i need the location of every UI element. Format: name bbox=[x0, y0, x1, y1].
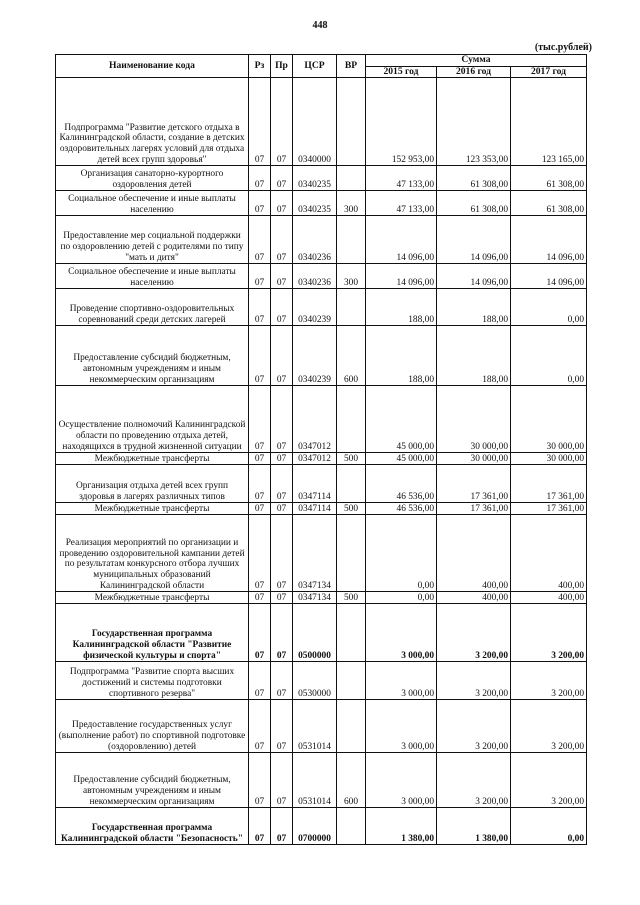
row-name: Предоставление субсидий бюджетным, автономным учреждениям и иным некоммерческим организациям bbox=[56, 326, 249, 386]
row-name: Межбюджетные трансферты bbox=[56, 453, 249, 465]
row-2016: 14 096,00 bbox=[437, 216, 511, 264]
table-row bbox=[56, 386, 587, 453]
row-pr: 07 bbox=[271, 465, 293, 503]
table-row bbox=[56, 753, 587, 808]
row-rz: 07 bbox=[249, 662, 271, 700]
row-pr: 07 bbox=[271, 662, 293, 700]
row-name: Межбюджетные трансферты bbox=[56, 503, 249, 515]
row-2016: 123 353,00 bbox=[437, 78, 511, 166]
row-2015: 0,00 bbox=[366, 515, 437, 592]
row-2015: 47 133,00 bbox=[366, 191, 437, 216]
row-csr: 0340000 bbox=[293, 78, 337, 166]
row-vr: 500 bbox=[337, 503, 366, 515]
row-pr: 07 bbox=[271, 808, 293, 845]
row-2016: 14 096,00 bbox=[437, 264, 511, 289]
row-2016: 61 308,00 bbox=[437, 166, 511, 191]
row-rz: 07 bbox=[249, 78, 271, 166]
row-2016: 3 200,00 bbox=[437, 700, 511, 753]
row-csr: 0340239 bbox=[293, 326, 337, 386]
table-row bbox=[56, 326, 587, 386]
row-csr: 0340236 bbox=[293, 216, 337, 264]
row-rz: 07 bbox=[249, 465, 271, 503]
row-2016: 30 000,00 bbox=[437, 453, 511, 465]
row-pr: 07 bbox=[271, 700, 293, 753]
row-2015: 3 000,00 bbox=[366, 662, 437, 700]
row-vr bbox=[337, 166, 366, 191]
row-rz: 07 bbox=[249, 453, 271, 465]
row-vr: 500 bbox=[337, 592, 366, 604]
row-2015: 14 096,00 bbox=[366, 264, 437, 289]
row-rz: 07 bbox=[249, 592, 271, 604]
header-rz: Рз bbox=[249, 55, 271, 78]
row-csr: 0347134 bbox=[293, 592, 337, 604]
header-2016: 2016 год bbox=[437, 66, 511, 78]
row-2015: 14 096,00 bbox=[366, 216, 437, 264]
row-csr: 0340239 bbox=[293, 289, 337, 326]
row-csr: 0531014 bbox=[293, 700, 337, 753]
row-vr: 500 bbox=[337, 453, 366, 465]
row-name: Подпрограмма "Развитие спорта высших достижений и системы подготовки спортивного резерва" bbox=[56, 662, 249, 700]
table-row bbox=[56, 78, 587, 166]
row-pr: 07 bbox=[271, 604, 293, 662]
header-2015: 2015 год bbox=[366, 66, 437, 78]
row-name: Проведение спортивно-оздоровительных соревнований среди детских лагерей bbox=[56, 289, 249, 326]
row-2017: 0,00 bbox=[511, 289, 587, 326]
row-2016: 188,00 bbox=[437, 289, 511, 326]
header-pr: Пр bbox=[271, 55, 293, 78]
table-row bbox=[56, 592, 587, 604]
row-2015: 3 000,00 bbox=[366, 753, 437, 808]
row-2015: 47 133,00 bbox=[366, 166, 437, 191]
row-2017: 3 200,00 bbox=[511, 662, 587, 700]
row-name: Государственная программа Калининградской области "Развитие физической культуры и спорта" bbox=[56, 604, 249, 662]
row-vr bbox=[337, 216, 366, 264]
row-pr: 07 bbox=[271, 78, 293, 166]
row-vr bbox=[337, 386, 366, 453]
row-vr bbox=[337, 604, 366, 662]
row-name: Государственная программа Калининградской области "Безопасность" bbox=[56, 808, 249, 845]
row-2017: 123 165,00 bbox=[511, 78, 587, 166]
row-2017: 3 200,00 bbox=[511, 700, 587, 753]
table-row bbox=[56, 808, 587, 845]
row-name: Подпрограмма "Развитие детского отдыха в Калининградской области, создание в детских оздоровительных лагерях условий для отдыха детей всех групп здоровья" bbox=[56, 78, 249, 166]
row-2016: 3 200,00 bbox=[437, 753, 511, 808]
table-row bbox=[56, 515, 587, 592]
row-2017: 30 000,00 bbox=[511, 386, 587, 453]
row-rz: 07 bbox=[249, 503, 271, 515]
row-vr: 300 bbox=[337, 191, 366, 216]
row-vr: 600 bbox=[337, 753, 366, 808]
row-csr: 0347114 bbox=[293, 465, 337, 503]
row-name: Предоставление субсидий бюджетным, автономным учреждениям и иным некоммерческим организациям bbox=[56, 753, 249, 808]
row-2017: 3 200,00 bbox=[511, 753, 587, 808]
row-pr: 07 bbox=[271, 753, 293, 808]
row-2016: 3 200,00 bbox=[437, 604, 511, 662]
row-rz: 07 bbox=[249, 326, 271, 386]
row-csr: 0347134 bbox=[293, 515, 337, 592]
row-2016: 400,00 bbox=[437, 592, 511, 604]
row-vr bbox=[337, 515, 366, 592]
page-number: 448 bbox=[312, 20, 328, 31]
table-row bbox=[56, 662, 587, 700]
row-2016: 17 361,00 bbox=[437, 503, 511, 515]
table-row bbox=[56, 191, 587, 216]
row-name: Организация отдыха детей всех групп здоровья в лагерях различных типов bbox=[56, 465, 249, 503]
row-csr: 0500000 bbox=[293, 604, 337, 662]
row-name: Организация санаторно-курортного оздоровления детей bbox=[56, 166, 249, 191]
row-vr bbox=[337, 700, 366, 753]
row-2015: 46 536,00 bbox=[366, 465, 437, 503]
row-2017: 61 308,00 bbox=[511, 166, 587, 191]
table-row bbox=[56, 289, 587, 326]
row-vr bbox=[337, 465, 366, 503]
table-row bbox=[56, 700, 587, 753]
row-2017: 30 000,00 bbox=[511, 453, 587, 465]
row-rz: 07 bbox=[249, 700, 271, 753]
row-csr: 0340236 bbox=[293, 264, 337, 289]
row-2017: 61 308,00 bbox=[511, 191, 587, 216]
row-vr bbox=[337, 808, 366, 845]
row-pr: 07 bbox=[271, 515, 293, 592]
row-name: Осуществление полномочий Калининградской области по проведению отдыха детей, находящихся в трудной жизненной ситуации bbox=[56, 386, 249, 453]
row-pr: 07 bbox=[271, 166, 293, 191]
row-2017: 14 096,00 bbox=[511, 216, 587, 264]
row-2016: 3 200,00 bbox=[437, 662, 511, 700]
row-2017: 0,00 bbox=[511, 808, 587, 845]
row-rz: 07 bbox=[249, 515, 271, 592]
row-pr: 07 bbox=[271, 503, 293, 515]
row-2016: 17 361,00 bbox=[437, 465, 511, 503]
row-pr: 07 bbox=[271, 289, 293, 326]
table-row bbox=[56, 604, 587, 662]
table-row bbox=[56, 465, 587, 503]
row-2015: 45 000,00 bbox=[366, 453, 437, 465]
header-name: Наименование кода bbox=[56, 55, 249, 78]
row-csr: 0700000 bbox=[293, 808, 337, 845]
table-row bbox=[56, 264, 587, 289]
header-csr: ЦСР bbox=[293, 55, 337, 78]
row-rz: 07 bbox=[249, 191, 271, 216]
row-csr: 0530000 bbox=[293, 662, 337, 700]
row-vr bbox=[337, 289, 366, 326]
row-2015: 1 380,00 bbox=[366, 808, 437, 845]
row-pr: 07 bbox=[271, 592, 293, 604]
header-sum: Сумма bbox=[366, 55, 587, 67]
row-csr: 0340235 bbox=[293, 191, 337, 216]
row-2016: 61 308,00 bbox=[437, 191, 511, 216]
table-body bbox=[56, 78, 587, 845]
row-csr: 0340235 bbox=[293, 166, 337, 191]
row-name: Предоставление мер социальной поддержки по оздоровлению детей с родителями по типу "мать и дитя" bbox=[56, 216, 249, 264]
row-2015: 3 000,00 bbox=[366, 604, 437, 662]
row-rz: 07 bbox=[249, 753, 271, 808]
row-vr: 300 bbox=[337, 264, 366, 289]
row-name: Межбюджетные трансферты bbox=[56, 592, 249, 604]
table-row bbox=[56, 453, 587, 465]
row-rz: 07 bbox=[249, 604, 271, 662]
row-rz: 07 bbox=[249, 264, 271, 289]
units-label: (тыс.рублей) bbox=[534, 42, 592, 53]
row-pr: 07 bbox=[271, 191, 293, 216]
budget-table bbox=[55, 54, 587, 845]
row-rz: 07 bbox=[249, 216, 271, 264]
row-pr: 07 bbox=[271, 453, 293, 465]
row-vr bbox=[337, 662, 366, 700]
row-csr: 0347012 bbox=[293, 453, 337, 465]
row-rz: 07 bbox=[249, 808, 271, 845]
row-2015: 0,00 bbox=[366, 592, 437, 604]
row-2015: 152 953,00 bbox=[366, 78, 437, 166]
row-2017: 400,00 bbox=[511, 592, 587, 604]
row-2015: 45 000,00 bbox=[366, 386, 437, 453]
table-row bbox=[56, 503, 587, 515]
row-2017: 17 361,00 bbox=[511, 465, 587, 503]
table-row bbox=[56, 216, 587, 264]
row-2017: 3 200,00 bbox=[511, 604, 587, 662]
row-2015: 3 000,00 bbox=[366, 700, 437, 753]
row-2016: 400,00 bbox=[437, 515, 511, 592]
header-2017: 2017 год bbox=[511, 66, 587, 78]
row-vr bbox=[337, 78, 366, 166]
row-2017: 17 361,00 bbox=[511, 503, 587, 515]
row-name: Предоставление государственных услуг (выполнение работ) по спортивной подготовке (оздоровлению) детей bbox=[56, 700, 249, 753]
row-name: Реализация мероприятий по организации и проведению оздоровительной кампании детей по результатам конкурсного отбора лучших муниципальных образований Калининградской области bbox=[56, 515, 249, 592]
row-2015: 188,00 bbox=[366, 326, 437, 386]
row-2017: 400,00 bbox=[511, 515, 587, 592]
row-rz: 07 bbox=[249, 289, 271, 326]
row-2016: 30 000,00 bbox=[437, 386, 511, 453]
row-csr: 0347114 bbox=[293, 503, 337, 515]
row-rz: 07 bbox=[249, 386, 271, 453]
row-2017: 0,00 bbox=[511, 326, 587, 386]
row-name: Социальное обеспечение и иные выплаты населению bbox=[56, 191, 249, 216]
row-pr: 07 bbox=[271, 216, 293, 264]
row-pr: 07 bbox=[271, 264, 293, 289]
row-vr: 600 bbox=[337, 326, 366, 386]
row-2015: 46 536,00 bbox=[366, 503, 437, 515]
row-csr: 0531014 bbox=[293, 753, 337, 808]
row-rz: 07 bbox=[249, 166, 271, 191]
row-pr: 07 bbox=[271, 326, 293, 386]
row-csr: 0347012 bbox=[293, 386, 337, 453]
row-pr: 07 bbox=[271, 386, 293, 453]
row-2016: 1 380,00 bbox=[437, 808, 511, 845]
row-2017: 14 096,00 bbox=[511, 264, 587, 289]
row-name: Социальное обеспечение и иные выплаты населению bbox=[56, 264, 249, 289]
row-2015: 188,00 bbox=[366, 289, 437, 326]
row-2016: 188,00 bbox=[437, 326, 511, 386]
header-vr: ВР bbox=[337, 55, 366, 78]
table-row bbox=[56, 166, 587, 191]
